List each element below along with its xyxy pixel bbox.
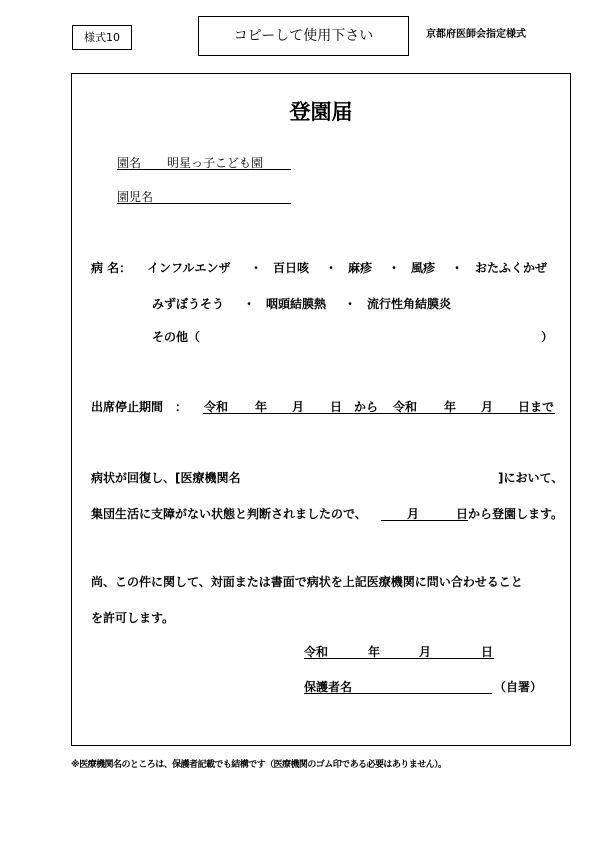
signature-day: 日 xyxy=(481,645,494,659)
statement-line2-end: 日から登園します。 xyxy=(456,507,564,521)
illness-separator: ・ xyxy=(243,297,256,311)
suspension-label: 出席停止期間 ： xyxy=(91,400,188,414)
authority-label: 京都府医師会指定様式 xyxy=(426,29,526,40)
statement-line1-end: ]において、 xyxy=(498,471,564,485)
signature-month: 月 xyxy=(419,645,432,659)
statement-line2-start: 集団生活に支障がない状態と判断されましたので、 xyxy=(91,507,367,521)
medical-institution-field[interactable] xyxy=(255,467,495,485)
illness-option[interactable]: インフルエンザ xyxy=(147,261,231,275)
illness-separator: ・ xyxy=(451,261,464,275)
kindergarten-value: 明星っ子こども園 xyxy=(167,156,264,170)
suspension-day-until: 日まで xyxy=(518,400,555,414)
copy-notice: コピーして使用下さい xyxy=(233,28,374,44)
illness-option[interactable]: おたふくかぜ xyxy=(475,261,548,275)
suspension-reiwa: 令和 xyxy=(393,400,418,414)
illness-option[interactable]: みずぼうそう xyxy=(152,297,225,311)
suspension-year: 年 xyxy=(255,400,268,414)
illness-separator: ・ xyxy=(344,297,357,311)
guardian-name-label: 保護者名 xyxy=(304,680,353,694)
illness-separator: ・ xyxy=(250,261,263,275)
statement-line1-start: 病状が回復し、[医療機関名 xyxy=(91,471,241,485)
illness-option[interactable]: 風疹 xyxy=(411,261,436,275)
page-title: 登園届 xyxy=(289,100,353,124)
consent-line1: 尚、この件に関して、対面または書面で病状を上記医療機関に問い合わせること xyxy=(91,575,523,589)
suspension-from: から xyxy=(354,400,379,414)
illness-option[interactable]: 咽頭結膜熱 xyxy=(266,297,327,311)
return-date-field[interactable] xyxy=(381,505,468,521)
illness-other-label: その他（ xyxy=(152,330,201,344)
kindergarten-label: 園名 xyxy=(117,156,142,170)
illness-option[interactable]: 麻疹 xyxy=(348,261,373,275)
consent-line2: を許可します。 xyxy=(91,611,175,625)
illness-separator: ・ xyxy=(388,261,401,275)
suspension-month: 月 xyxy=(292,400,305,414)
return-month: 月 xyxy=(407,507,420,521)
signature-date-field[interactable] xyxy=(304,643,494,659)
footnote: ※医療機関名のところは、保護者記載でも結構です（医療機関のゴム印である必要はありません）。 xyxy=(71,760,447,770)
signature-year: 年 xyxy=(368,645,381,659)
suspension-reiwa: 令和 xyxy=(204,400,229,414)
suspension-month: 月 xyxy=(481,400,494,414)
suspension-day: 日 xyxy=(330,400,343,414)
illness-separator: ・ xyxy=(325,261,338,275)
child-name-label: 園児名 xyxy=(117,190,154,204)
illness-option[interactable]: 流行性角結膜炎 xyxy=(367,297,452,311)
illness-option[interactable]: 百日咳 xyxy=(273,261,310,275)
illness-label: 病 名： xyxy=(91,261,132,275)
signature-reiwa: 令和 xyxy=(304,645,329,659)
form-number: 様式10 xyxy=(84,31,120,44)
illness-other-close: ） xyxy=(541,330,554,344)
illness-other-field[interactable] xyxy=(218,326,538,344)
suspension-year: 年 xyxy=(444,400,457,414)
self-signature-note: （自署） xyxy=(494,680,543,694)
